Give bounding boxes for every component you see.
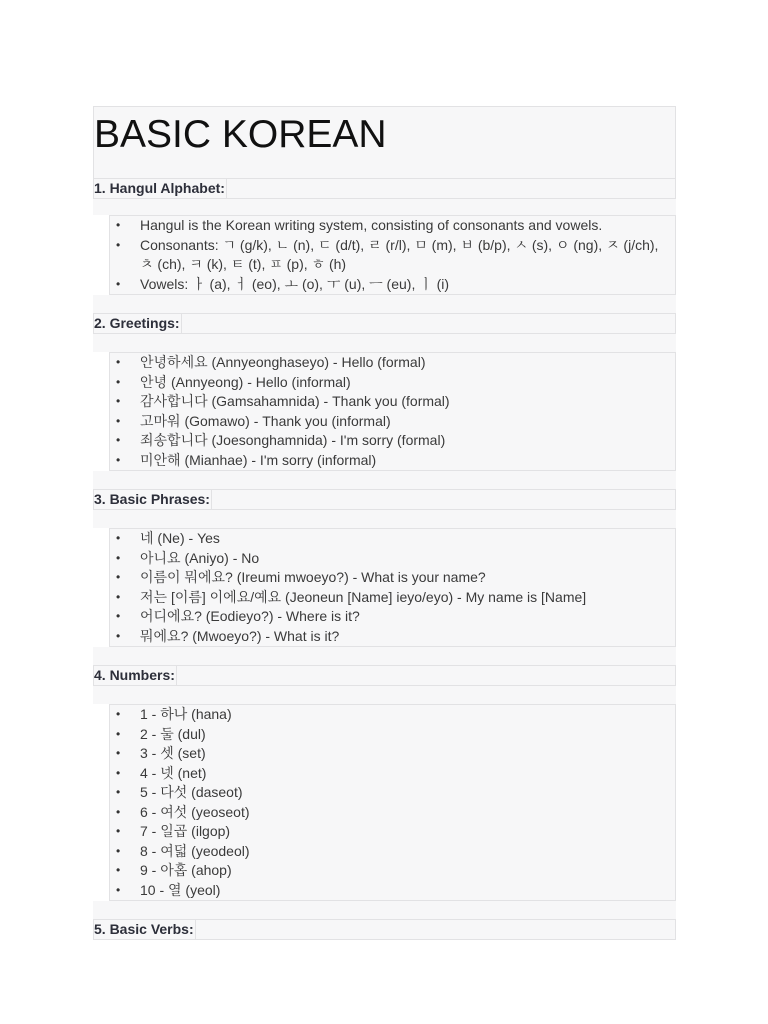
spacer: [93, 295, 676, 313]
spacer: [93, 334, 676, 352]
bullet-icon: •: [116, 785, 121, 799]
list-item: • 이름이 뭐에요? (Ireumi mwoeyo?) - What is your name?: [110, 568, 675, 588]
list-item: • 뭐에요? (Mwoeyo?) - What is it?: [110, 627, 675, 647]
document-page: [93, 106, 676, 940]
bullet-icon: •: [116, 394, 121, 408]
list-item: • 9 - 아홉 (ahop): [110, 861, 675, 881]
list-item: • 안녕 (Annyeong) - Hello (informal): [110, 373, 675, 393]
bullet-icon: •: [116, 237, 121, 252]
bullet-icon: •: [116, 746, 121, 760]
section-heading-numbers: 4. Numbers:: [94, 667, 175, 683]
bullet-icon: •: [116, 882, 121, 897]
list-item: • Consonants: ㄱ (g/k), ㄴ (n), ㄷ (d/t), ㄹ (r/l), ㅁ (m), ㅂ (b/p), ㅅ (s), ㅇ (ng), ㅈ (j/ch), ㅊ (ch), ㅋ (k), ㅌ (t), ㅍ (p), ㅎ (h): [116, 236, 659, 272]
bullet-icon: •: [116, 452, 121, 467]
bullet-icon: •: [116, 433, 121, 447]
section-heading-basic-verbs: 5. Basic Verbs:: [94, 921, 194, 937]
bullet-icon: •: [116, 218, 121, 232]
section-heading-row-greetings: [93, 313, 676, 334]
section-heading-row-basic-phrases: [93, 489, 676, 510]
section-heading-row-basic-verbs: [93, 919, 676, 940]
bullet-icon: •: [116, 550, 121, 565]
section-heading-hangul-alphabet: 1. Hangul Alphabet:: [94, 180, 225, 196]
section-heading-basic-phrases: 3. Basic Phrases:: [94, 491, 210, 507]
bullet-icon: •: [116, 765, 121, 780]
spacer: [93, 510, 676, 528]
spacer: [93, 901, 676, 919]
list-item: • 5 - 다섯 (daseot): [110, 783, 675, 803]
list-numbers: [109, 704, 676, 901]
bullet-icon: •: [116, 824, 121, 838]
list-item: • 10 - 열 (yeol): [110, 881, 675, 901]
list-item: • 죄송합니다 (Joesonghamnida) - I'm sorry (formal): [110, 431, 675, 451]
list-item: • Hangul is the Korean writing system, consisting of consonants and vowels.: [110, 216, 675, 236]
list-hangul-alphabet: [109, 215, 676, 295]
list-item: • 6 - 여섯 (yeoseot): [110, 803, 675, 823]
list-item: • 네 (Ne) - Yes: [110, 529, 675, 549]
list-item: • 8 - 여덟 (yeodeol): [110, 842, 675, 862]
bullet-icon: •: [116, 804, 121, 819]
list-basic-phrases: [109, 528, 676, 647]
bullet-icon: •: [116, 726, 121, 741]
list-item: • 안녕하세요 (Annyeonghaseyo) - Hello (formal): [110, 353, 675, 373]
bullet-icon: •: [116, 707, 121, 721]
list-greetings: [109, 352, 676, 471]
list-item: • 4 - 넷 (net): [110, 764, 675, 784]
section-heading-row-numbers: [93, 665, 676, 686]
bullet-icon: •: [116, 413, 121, 428]
list-item: • Vowels: ㅏ (a), ㅓ (eo), ㅗ (o), ㅜ (u), ㅡ (eu), ㅣ (i): [110, 275, 675, 295]
list-item: • 2 - 둘 (dul): [110, 725, 675, 745]
spacer: [93, 647, 676, 665]
bullet-icon: •: [116, 843, 121, 858]
list-item: • 3 - 셋 (set): [110, 744, 675, 764]
list-item: • 감사합니다 (Gamsahamnida) - Thank you (formal): [110, 392, 675, 412]
bullet-icon: •: [116, 355, 121, 369]
list-item: • 어디에요? (Eodieyo?) - Where is it?: [110, 607, 675, 627]
bullet-icon: •: [116, 570, 121, 584]
list-item: • 고마워 (Gomawo) - Thank you (informal): [110, 412, 675, 432]
bullet-icon: •: [116, 374, 121, 389]
list-item: • 7 - 일곱 (ilgop): [110, 822, 675, 842]
spacer: [93, 199, 676, 215]
list-item: • 1 - 하나 (hana): [110, 705, 675, 725]
bullet-icon: •: [116, 609, 121, 623]
section-heading-greetings: 2. Greetings:: [94, 315, 180, 331]
spacer: [93, 471, 676, 489]
list-item: • 아니요 (Aniyo) - No: [110, 549, 675, 569]
bullet-icon: •: [116, 589, 121, 604]
bullet-icon: •: [116, 276, 121, 291]
list-item: • 저는 [이름] 이에요/예요 (Jeoneun [Name] ieyo/eyo) - My name is [Name]: [110, 588, 675, 608]
spacer: [93, 686, 676, 704]
bullet-icon: •: [116, 531, 121, 545]
list-item: • 미안해 (Mianhae) - I'm sorry (informal): [110, 451, 675, 471]
document-title: BASIC KOREAN: [94, 113, 387, 156]
section-heading-row-hangul: [93, 178, 676, 199]
bullet-icon: •: [116, 628, 121, 643]
bullet-icon: •: [116, 863, 121, 877]
